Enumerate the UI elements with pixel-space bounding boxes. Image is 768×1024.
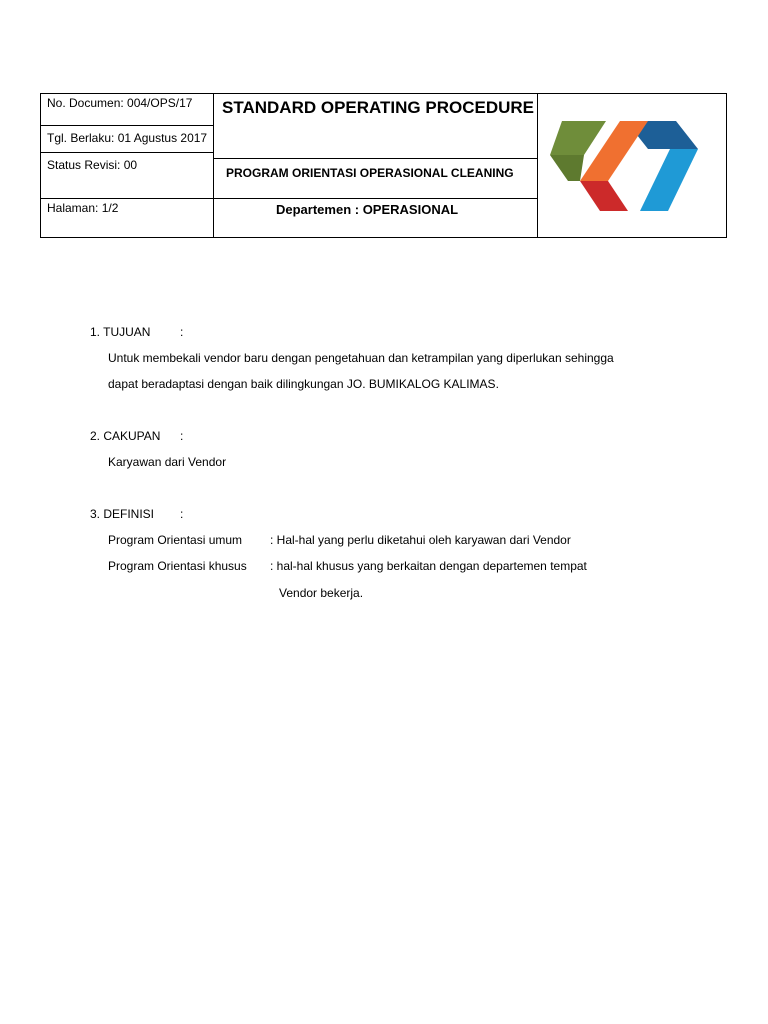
document-header-table xyxy=(40,93,727,238)
cakupan-line-1: Karyawan dari Vendor xyxy=(108,455,227,469)
section-definisi-colon: : xyxy=(180,507,184,521)
page-number: Halaman: 1/2 xyxy=(47,201,119,215)
logo-cell xyxy=(538,94,726,237)
doc-number: No. Documen: 004/OPS/17 xyxy=(47,96,193,110)
revision-cell xyxy=(41,153,213,199)
section-cakupan-heading: 2. CAKUPAN xyxy=(90,429,161,443)
definisi-continuation: Vendor bekerja. xyxy=(279,586,364,600)
revision-status: Status Revisi: 00 xyxy=(47,158,138,172)
valid-date-cell xyxy=(41,126,213,153)
department-title: Departemen : OPERASIONAL xyxy=(276,202,459,217)
sop-title: STANDARD OPERATING PROCEDURE xyxy=(222,98,534,117)
header-title-column xyxy=(214,94,538,237)
page-cell xyxy=(41,199,213,237)
section-tujuan-heading: 1. TUJUAN xyxy=(90,325,151,339)
valid-date: Tgl. Berlaku: 01 Agustus 2017 xyxy=(47,131,208,145)
definisi-term-umum: Program Orientasi umum xyxy=(108,533,243,547)
definisi-desc-khusus: : hal-hal khusus yang berkaitan dengan departemen tempat xyxy=(270,559,587,573)
section-definisi-heading: 3. DEFINISI xyxy=(90,507,155,521)
section-tujuan-colon: : xyxy=(180,325,184,339)
tujuan-line-1: Untuk membekali vendor baru dengan pengetahuan dan ketrampilan yang diperlukan sehingga xyxy=(108,351,614,365)
header-info-column xyxy=(41,94,214,237)
definisi-desc-umum: : Hal-hal yang perlu diketahui oleh karyawan dari Vendor xyxy=(270,533,571,547)
company-logo-icon xyxy=(548,119,708,214)
section-cakupan-colon: : xyxy=(180,429,184,443)
program-title: PROGRAM ORIENTASI OPERASIONAL CLEANING xyxy=(226,166,514,180)
definisi-term-khusus: Program Orientasi khusus xyxy=(108,559,247,573)
doc-number-cell xyxy=(41,94,213,126)
tujuan-line-2: dapat beradaptasi dengan baik dilingkungan JO. BUMIKALOG KALIMAS. xyxy=(108,377,499,391)
